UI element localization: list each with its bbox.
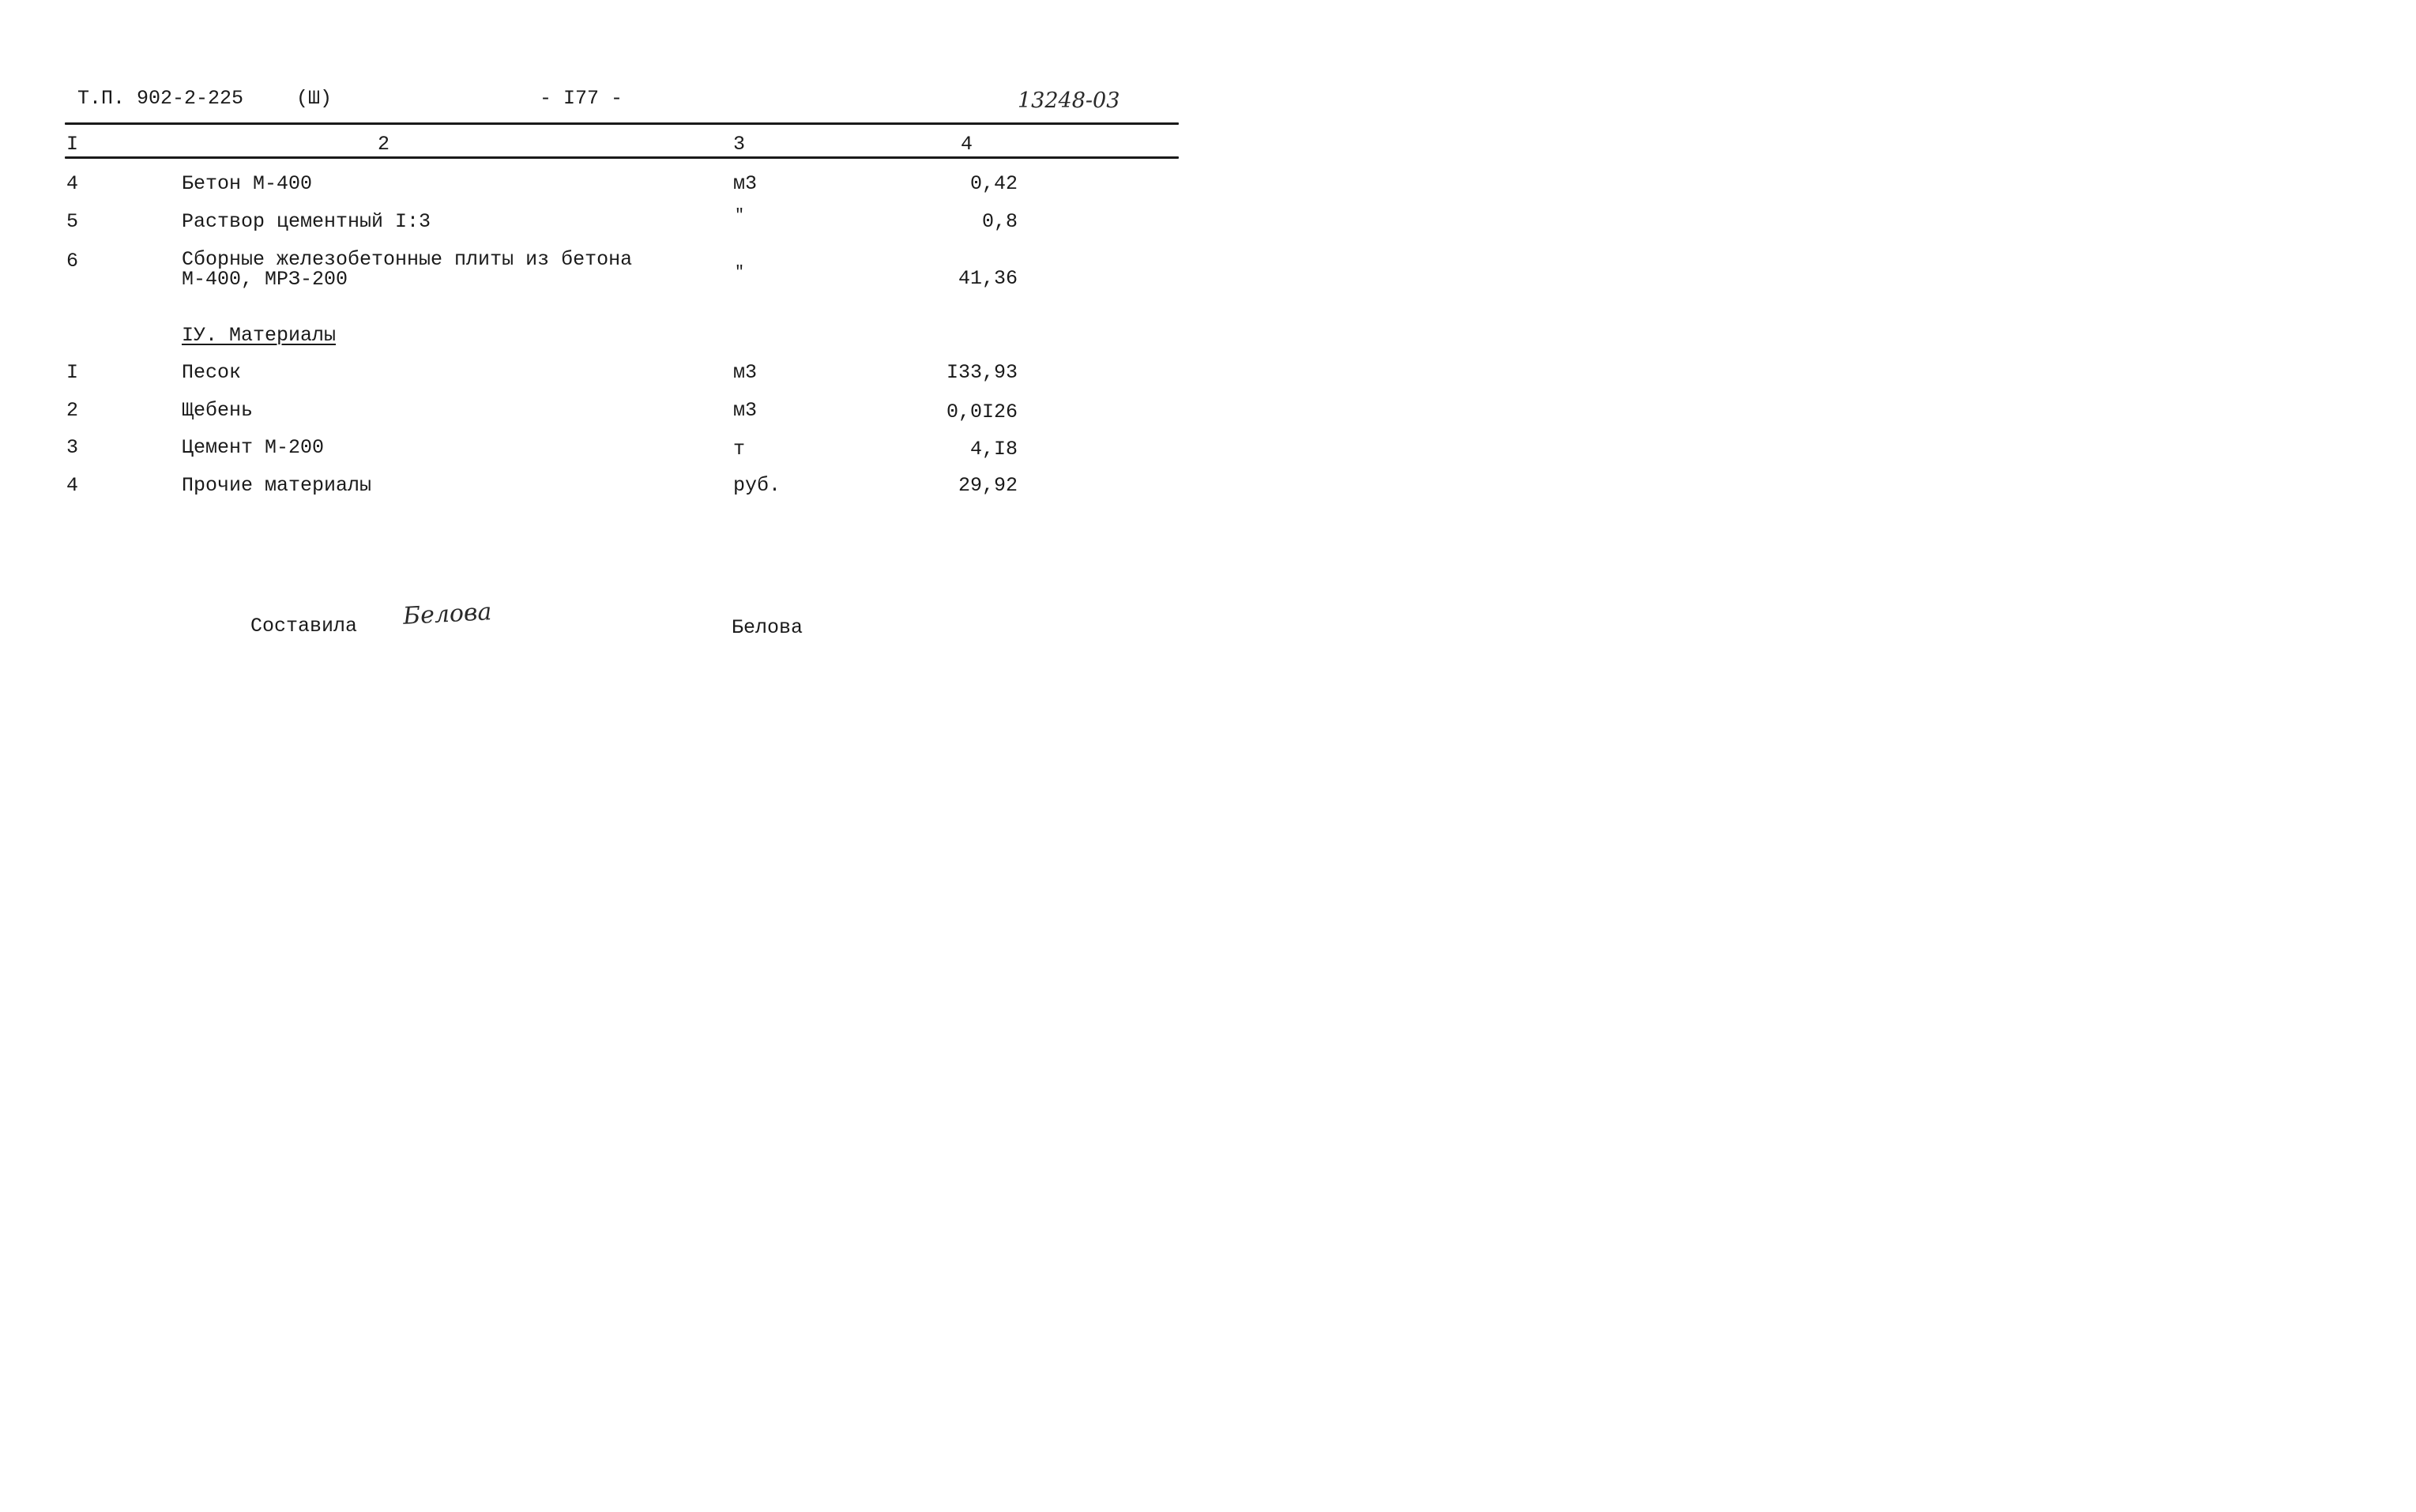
column-header-1: I (66, 133, 79, 156)
page-number: - I77 - (540, 87, 623, 110)
archive-number: 13248-03 (1018, 88, 1120, 113)
row-name: Песок (182, 361, 242, 384)
row-quantity: I33,93 (946, 361, 1018, 384)
row-number: 3 (66, 436, 79, 459)
row-unit-ditto: " (735, 264, 745, 282)
row-name: Бетон М-400 (182, 172, 313, 195)
row-unit: м3 (733, 399, 758, 422)
row-unit: м3 (733, 361, 758, 384)
row-number: 6 (66, 250, 79, 273)
section-title: IУ. Материалы (182, 324, 337, 347)
table-header-rule (65, 156, 1179, 159)
compiler-name: Белова (732, 616, 803, 639)
row-unit-ditto: " (735, 207, 745, 225)
row-number: 5 (66, 210, 79, 233)
row-quantity: 29,92 (958, 474, 1018, 497)
row-quantity: 4,I8 (969, 438, 1018, 461)
row-quantity: 0,42 (969, 172, 1018, 195)
row-unit: м3 (733, 172, 758, 195)
table-top-rule (65, 122, 1179, 125)
row-quantity: 0,8 (981, 210, 1018, 233)
row-number: 4 (66, 474, 79, 497)
row-name: Щебень (182, 399, 254, 422)
row-name: Раствор цементный I:3 (182, 210, 431, 233)
row-name: Цемент М-200 (182, 436, 325, 459)
row-unit: руб. (733, 474, 781, 497)
row-number: I (66, 361, 79, 384)
row-name: Прочие материалы (182, 474, 372, 497)
column-header-4: 4 (961, 133, 973, 156)
row-name-line-1: Сборные железобетонные плиты из бетона (182, 248, 633, 271)
column-header-3: 3 (733, 133, 746, 156)
document-code: Т.П. 902-2-225 (77, 87, 244, 110)
compiled-by-label: Составила (250, 615, 358, 638)
column-header-2: 2 (378, 133, 390, 156)
handwritten-signature: Белова (402, 598, 493, 630)
row-unit: т (733, 438, 746, 461)
row-quantity: 0,0I26 (946, 401, 1018, 423)
row-name-line-2: М-400, МРЗ-200 (182, 268, 348, 291)
row-number: 4 (66, 172, 79, 195)
row-number: 2 (66, 399, 79, 422)
part-label: (Ш) (296, 87, 333, 110)
row-quantity: 41,36 (958, 267, 1018, 290)
